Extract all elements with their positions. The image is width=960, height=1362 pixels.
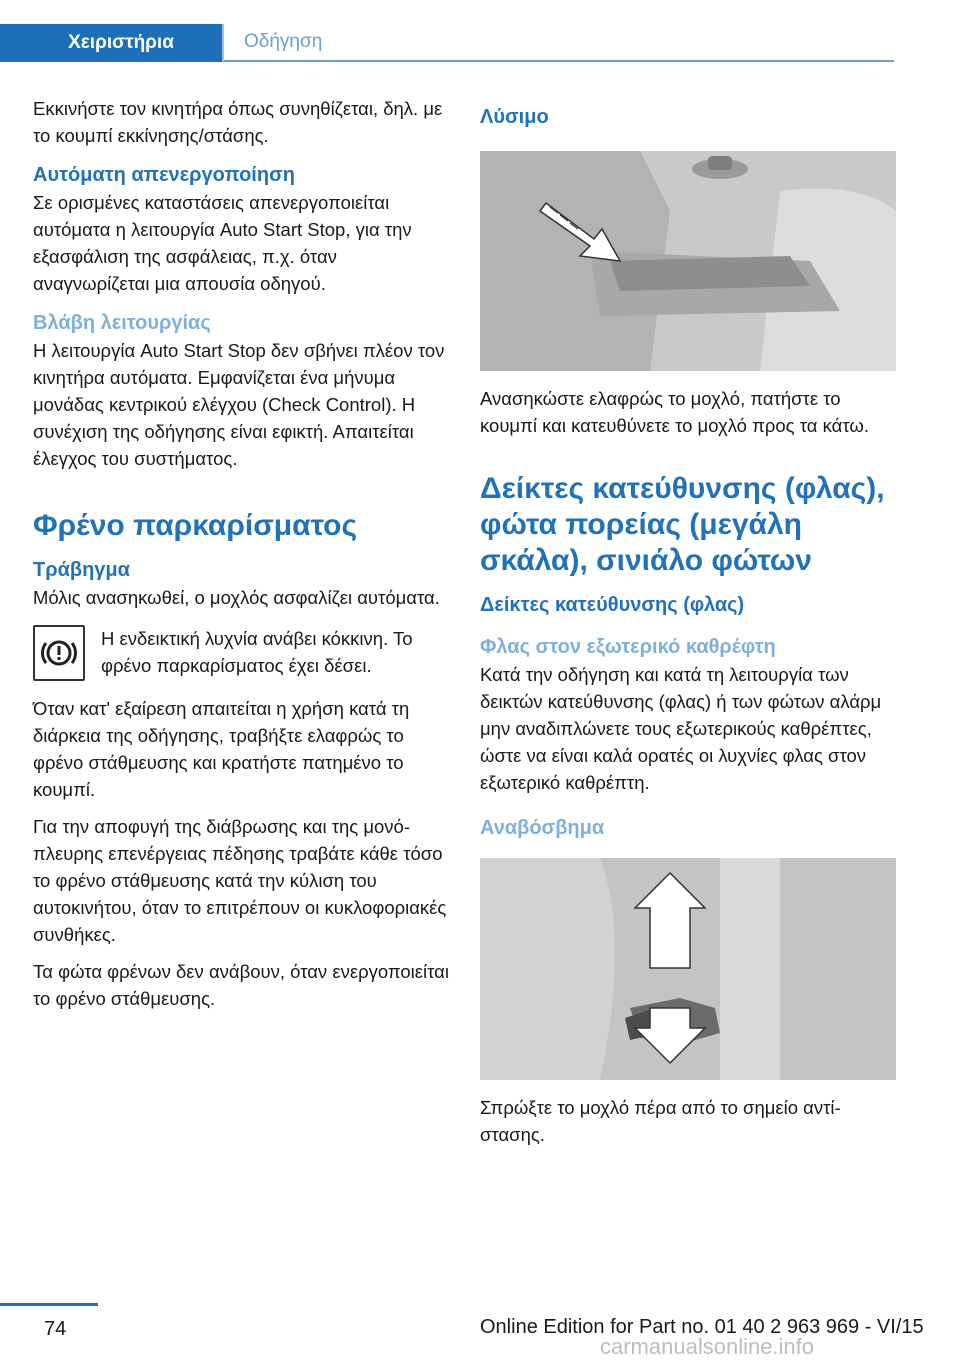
exception-paragraph: Όταν κατ' εξαίρεση απαιτείται η χρήση κατά τη διάρκεια της οδήγησης, τραβήξτε ελαφρώς το φρένο στάθμευσης και κρατήστε πατημένο το κουμπί. — [33, 698, 410, 800]
warning-text: Η ενδεικτική λυχνία ανάβει κόκκινη. Το φρένο παρκαρίσματος έχει δέσει. — [101, 628, 413, 676]
parking-brake-warning-icon — [33, 625, 85, 681]
wear-paragraph: Για την αποφυγή της διάβρωσης και της μονόπλευρης επενέργειας πέδησης τραβάτε κάθε τόσο το φρένο στάθμευσης κατά την κύλιση του αυτοκινήτου, όταν το επιτρέπουν οι κυκλοφοριακές συνθήκες. — [33, 816, 447, 945]
tab-driving[interactable]: Οδήγηση — [222, 24, 894, 62]
release-lever-illustration — [480, 151, 896, 371]
parking-brake-title: Φρένο παρκαρίσματος — [33, 509, 358, 542]
fault-paragraph: Η λειτουργία Auto Start Stop δεν σβήνει πλέον τον κινητήρα αυτόματα. Εμφανίζεται ένα μήνυμα μονάδας κεντρικού ελέγχου (Check Control). Η συνέχιση της οδήγησης είναι εφικτή. Απαιτείται έλεγχος του συστήματος. — [33, 340, 445, 469]
release-heading: Λύσιμο — [480, 106, 549, 128]
activation-heading: Αναβόσβημα — [480, 817, 605, 839]
brake-lights-paragraph: Τα φώτα φρένων δεν ανάβουν, όταν ενεργοποιείται το φρένο στάθμευσης. — [33, 961, 449, 1009]
release-paragraph: Ανασηκώστε ελαφρώς το μοχλό, πατήστε το κουμπί και κατευθύνετε το μοχλό προς τα κάτω. — [480, 388, 869, 436]
chapter-tabs — [0, 0, 960, 62]
auto-off-heading: Αυτόματη απενεργοποίηση — [33, 164, 295, 186]
intro-paragraph: Εκκινήστε τον κινητήρα όπως συνηθίζεται, δηλ. με το κουμπί εκκίνησης/στάσης. — [33, 98, 443, 146]
tab-divider — [222, 24, 224, 62]
activation-paragraph: Σπρώξτε το μοχλό πέρα από το σημείο αντίστασης. — [480, 1097, 841, 1145]
auto-off-paragraph: Σε ορισμένες καταστάσεις απενεργοποιείται αυτόματα η λειτουργία Auto Start Stop, για την εξασφάλιση της ασφάλειας, π.χ. όταν αναγνωρίζεται μια απουσία οδηγού. — [33, 192, 412, 294]
page-number: 74 — [44, 1318, 67, 1340]
turn-signal-stalk-illustration — [480, 858, 896, 1080]
apply-paragraph: Μόλις ανασηκωθεί, ο μοχλός ασφαλίζει αυτόματα. — [33, 587, 440, 608]
watermark: carmanualsonline.info — [600, 1334, 815, 1359]
mirror-indicator-paragraph: Κατά την οδήγηση και κατά τη λειτουργία των δεικτών κατεύθυνσης (φλας) ή των φώτων αλάρμ μην αναδιπλώνετε τους εξωτερικούς καθρέπτες, ώστε να είναι καλά ορατές οι λυχνίες φλας στον εξωτερικό καθρέπτη. — [480, 664, 882, 793]
fault-heading: Βλάβη λειτουργίας — [33, 312, 211, 334]
footer-rule — [0, 1303, 98, 1306]
turn-signals-heading: Δείκτες κατεύθυνσης (φλας) — [480, 594, 745, 616]
mirror-indicator-heading: Φλας στον εξωτερικό καθρέφτη — [480, 636, 776, 658]
left-column — [33, 95, 449, 1022]
apply-heading: Τράβηγμα — [33, 559, 130, 581]
warning-note — [33, 625, 449, 681]
turn-signals-section-title: Δείκτες κατεύθυνσης (φλας), φώτα πορείας (μεγάλη σκάλα), σινιάλο φώτων — [480, 472, 885, 577]
right-column — [480, 95, 896, 1158]
edition-note: Online Edition for Part no. 01 40 2 963 969 - VI/15 — [480, 1316, 924, 1338]
tab-controls[interactable]: Χειριστήρια — [0, 24, 222, 62]
